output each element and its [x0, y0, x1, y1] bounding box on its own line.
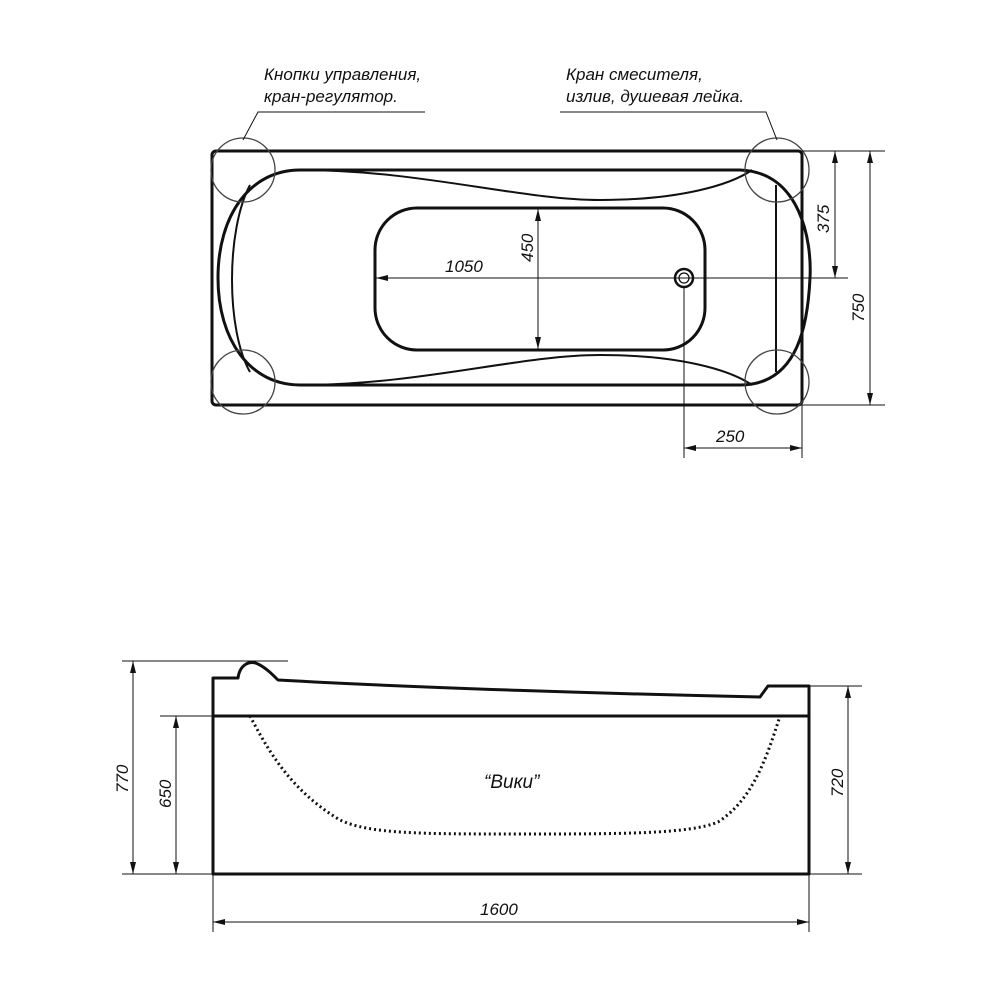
dim-770-arrow-top [130, 661, 136, 673]
side-view [113, 661, 862, 932]
dim-375-label: 375 [814, 204, 833, 233]
dim-1050-arrow-left [376, 275, 388, 281]
annotation-left-line1: Кнопки управления, [264, 65, 422, 84]
dim-650-arrow-bottom [173, 862, 179, 874]
dim-1600-arrow-left [213, 919, 225, 925]
dim-1050-label: 1050 [445, 257, 483, 276]
dim-250-label: 250 [716, 427, 745, 446]
dim-450-arrow-bottom [535, 337, 541, 349]
dim-770-arrow-bottom [130, 862, 136, 874]
dim-750-arrow-bottom [867, 393, 873, 405]
corner-circle-top-left [211, 138, 275, 202]
annotation-right-line2: излив, душевая лейка. [566, 87, 745, 106]
dim-1600-arrow-right [797, 919, 809, 925]
dim-375-arrow-bottom [832, 266, 838, 278]
dim-770-label: 770 [113, 764, 132, 793]
dim-1600-label: 1600 [480, 900, 518, 919]
top-view [211, 65, 885, 458]
dim-450-arrow-top [535, 209, 541, 221]
dim-750-arrow-top [867, 151, 873, 163]
dim-650-arrow-top [173, 716, 179, 728]
dim-250-arrow-right [790, 445, 802, 451]
dim-720-arrow-bottom [845, 862, 851, 874]
annotation-right-leader [560, 112, 777, 140]
dim-720-arrow-top [845, 686, 851, 698]
tub-bottom [375, 208, 705, 350]
dim-450-label: 450 [518, 233, 537, 262]
annotation-right-line1: Кран смесителя, [566, 65, 703, 84]
annotation-left-line2: кран-регулятор. [264, 87, 398, 106]
dim-750-label: 750 [849, 293, 868, 322]
side-body [213, 716, 809, 874]
backrest-wave-top [300, 170, 752, 200]
model-name-label: “Вики” [484, 772, 540, 793]
dim-720-label: 720 [828, 768, 847, 797]
side-rim-profile [213, 663, 809, 716]
annotation-left-leader [243, 112, 425, 140]
dim-650-label: 650 [156, 779, 175, 808]
dim-250-arrow-left [684, 445, 696, 451]
dim-375-arrow-top [832, 151, 838, 163]
